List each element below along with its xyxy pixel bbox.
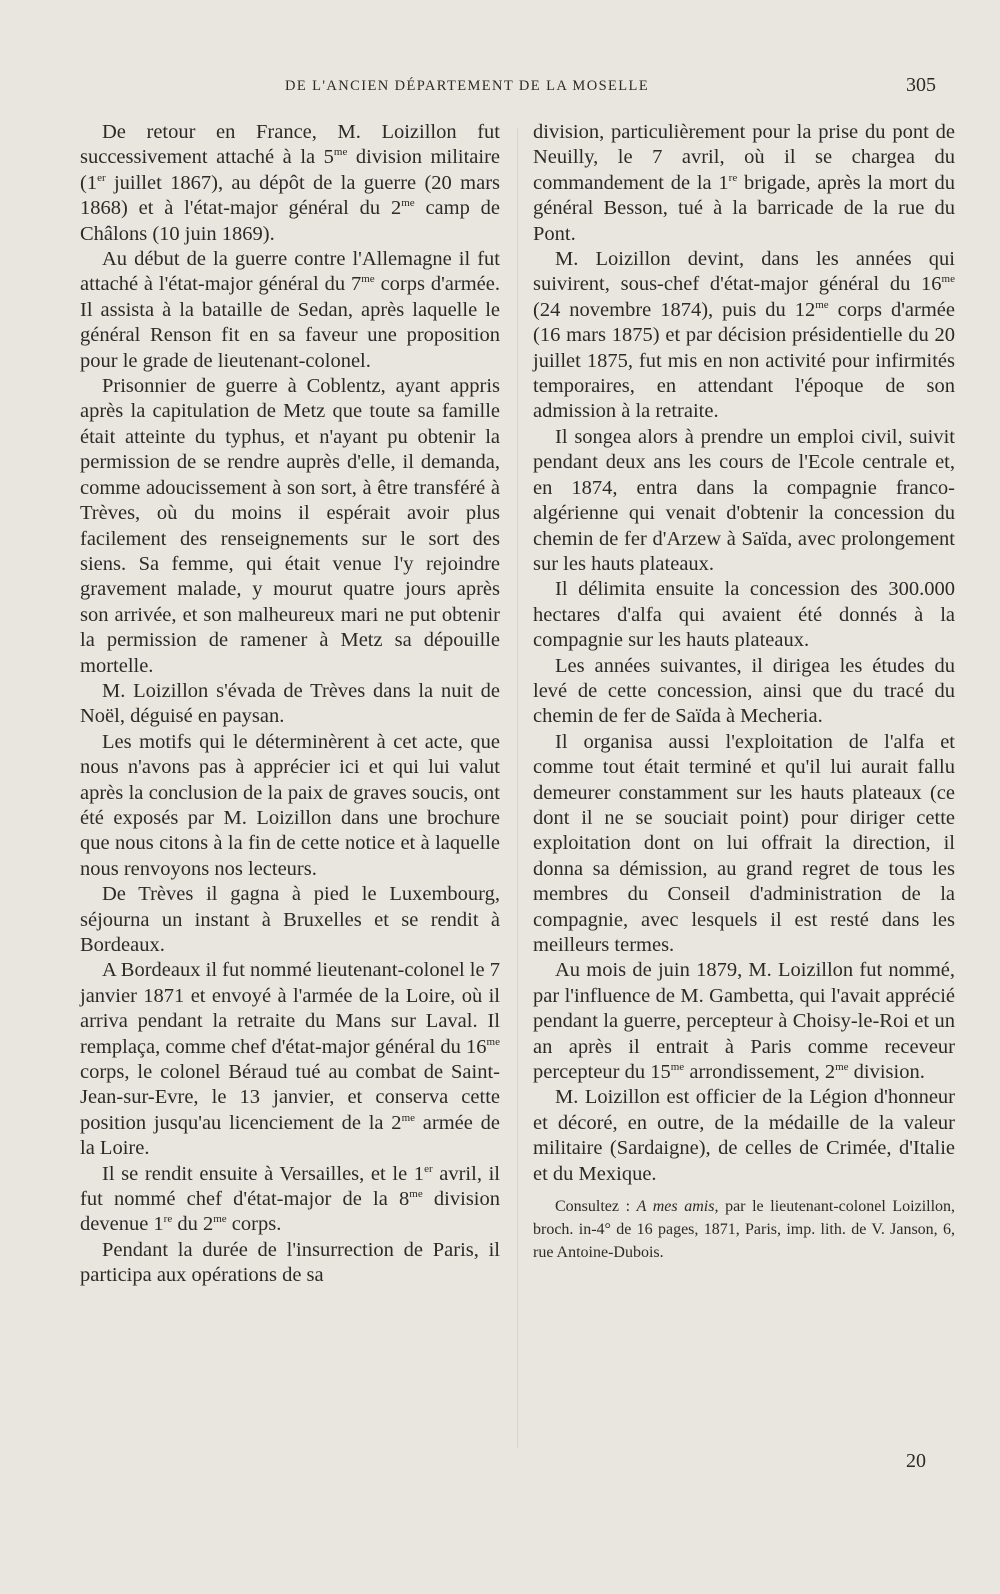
paragraph: Prisonnier de guerre à Coblentz, ayant appris après la capitulation de Metz que toute sa famille était atteinte du typhus, et n'ayant pu obtenir la permission de se rendre auprès d'elle, il demanda, comme adoucissement à son sort, à être transféré à Trèves, où du moins il espérait avoir plus facilement des renseignements sur le sort des siens. Sa femme, qui était venue l'y rejoindre gravement malade, y mourut quatre jours après son arrivée, et son malheureux mari ne put obtenir la permission de ramener à Metz sa dépouille mortelle.	[80, 375, 500, 677]
left-column	[80, 120, 500, 1289]
paragraph: Pendant la durée de l'insurrection de Paris, il participa aux opérations de sa	[80, 1238, 500, 1287]
signature-mark: 20	[906, 1450, 926, 1472]
paragraph: Les motifs qui le déterminèrent à cet acte, que nous n'avons pas à apprécier ici et qui lui valut après la conclusion de la paix de graves soucis, ont été exposés par M. Loizillon dans une brochure que nous citons à la fin de cette notice et à laquelle nous renvoyons nos lecteurs.	[80, 730, 500, 880]
paragraph: Il organisa aussi l'exploitation de l'alfa et comme tout était terminé et qu'il lui aurait fallu demeurer constamment sur les hauts plateaux (ce dont il ne se souciait point) pour diriger cette exploitation dont on lui offrait la direction, il donna sa démission, au grand regret de tous les membres du Conseil d'administration de la compagnie, avec lesquels il est resté dans les meilleurs termes.	[533, 730, 955, 956]
right-column	[533, 120, 955, 1264]
paragraph: Au début de la guerre contre l'Allemagne il fut attaché à l'état-major général du $7^{me}$ corps d'armée. Il assista à la bataille de Sedan, après laquelle le général Renson fit en sa faveur une proposition pour le grade de lieutenant-colonel.	[80, 248, 500, 372]
running-header: DE L'ANCIEN DÉPARTEMENT DE LA MOSELLE	[285, 78, 650, 94]
paragraph: De Trèves il gagna à pied le Luxembourg, séjourna un instant à Bruxelles et se rendit à Bordeaux.	[80, 883, 500, 956]
paragraph: M. Loizillon s'évada de Trèves dans la nuit de Noël, déguisé en paysan.	[80, 679, 500, 728]
page-number: 305	[906, 74, 936, 96]
bibliographic-note: Consultez : A mes amis, par le lieutenant-colonel Loizillon, broch. in-4° de 16 pages, 1871, Paris, imp. lith. de V. Janson, 6, rue Antoine-Dubois.	[533, 1198, 956, 1262]
paragraph: Au mois de juin 1879, M. Loizillon fut nommé, par l'influence de M. Gambetta, qui l'avait apprécié pendant la guerre, percepteur à Choisy-le-Roi et un an après il entrait à Paris comme receveur percepteur du $15^{me}$ arrondissement, $2^{me}$ division.	[533, 959, 955, 1084]
paragraph: M. Loizillon est officier de la Légion d'honneur et décoré, en outre, de la médaille de la valeur militaire (Sardaigne), de celles de Crimée, d'Italie et du Mexique.	[533, 1086, 955, 1185]
column-gutter	[517, 128, 518, 1448]
paragraph: Il se rendit ensuite à Versailles, et le 1er avril, il fut nommé chef d'état-major de la $8^{me}$ division devenue 1re du $2^{me}$ corps.	[80, 1162, 500, 1236]
paragraph: De retour en France, M. Loizillon fut successivement attaché à la $5^{me}$ division militaire (1er juillet 1867), au dépôt de la guerre (20 mars 1868) et à l'état-major général du $2^{me}$ camp de Châlons (10 juin 1869).	[80, 121, 500, 245]
paragraph: division, particulièrement pour la prise du pont de Neuilly, le 7 avril, où il se chargea du commandement de la 1re brigade, après la mort du général Besson, tué à la barricade de la rue du Pont.	[533, 121, 955, 245]
paragraph: Il songea alors à prendre un emploi civil, suivit pendant deux ans les cours de l'Ecole centrale et, en 1874, entra dans la compagnie franco-algérienne qui venait d'obtenir la concession du chemin de fer d'Arzew à Saïda, avec prolongement sur les hauts plateaux.	[533, 425, 955, 575]
paragraph: Il délimita ensuite la concession des 300.000 hectares d'alfa qui avaient été donnés à la compagnie sur les hauts plateaux.	[533, 578, 955, 652]
paragraph: A Bordeaux il fut nommé lieutenant-colonel le 7 janvier 1871 et envoyé à l'armée de la Loire, où il arriva pendant la retraite du Mans sur Laval. Il remplaça, comme chef d'état-major général du $16^{me}$ corps, le colonel Béraud tué au combat de Saint-Jean-sur-Evre, le 13 janvier, et conserva cette position jusqu'au licenciement de la $2^{me}$ armée de la Loire.	[80, 959, 500, 1160]
paragraph: M. Loizillon devint, dans les années qui suivirent, sous-chef d'état-major général du $16^{me}$ (24 novembre 1874), puis du $12^{me}$ corps d'armée (16 mars 1875) et par décision présidentielle du 20 juillet 1875, fut mis en non activité pour infirmités temporaires, en attendant l'époque de son admission à la retraite.	[533, 248, 956, 423]
paragraph: Les années suivantes, il dirigea les études du levé de cette concession, ainsi que du tracé du chemin de fer de Saïda à Mecheria.	[533, 654, 955, 728]
